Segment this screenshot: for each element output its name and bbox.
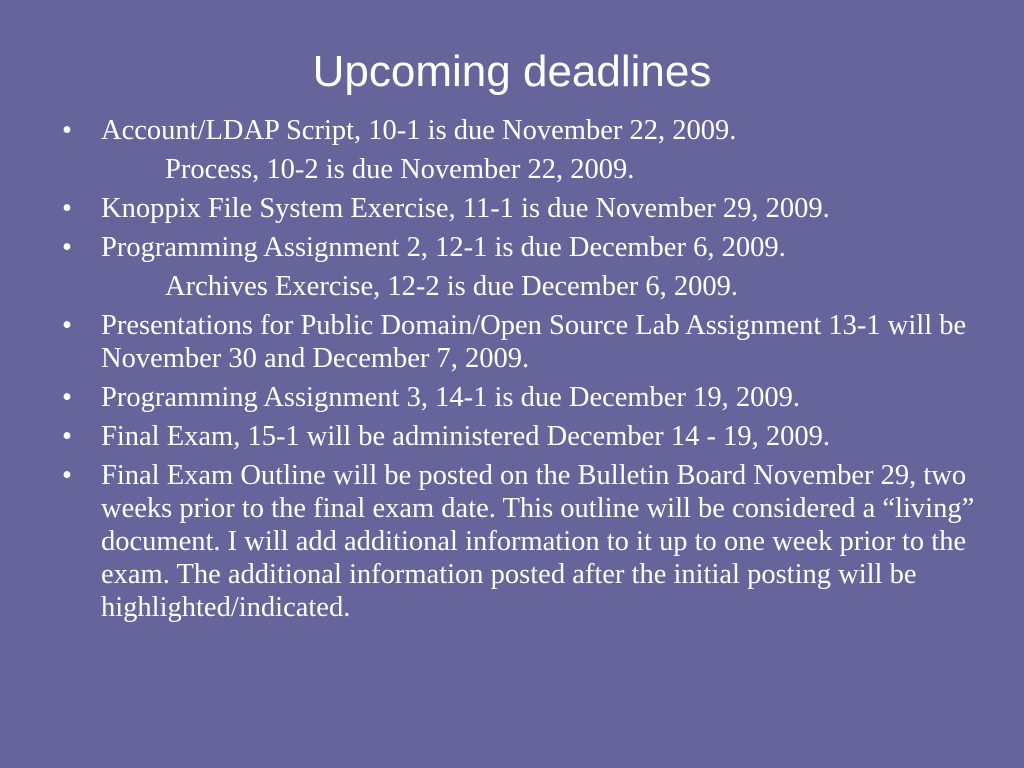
bullet-icon: •: [62, 460, 72, 491]
list-item-knoppix: [0, 192, 1024, 225]
sub-item-process: Process, 10-2 is due November 22, 2009.: [165, 154, 635, 185]
list-item-text: Programming Assignment 3, 14-1 is due December 19, 2009.: [101, 382, 800, 413]
bullet-icon: •: [62, 115, 72, 146]
slide-title: Upcoming deadlines: [312, 47, 712, 96]
list-item-final-exam-outline: [0, 459, 1024, 624]
bullet-icon: •: [62, 193, 72, 224]
deadline-list: [0, 114, 1024, 630]
bullet-icon: •: [62, 310, 72, 341]
list-item-programming-3: [0, 381, 1024, 414]
bullet-icon: •: [62, 232, 72, 263]
bullet-icon: •: [62, 421, 72, 452]
list-item-text: Programming Assignment 2, 12-1 is due December 6, 2009.: [101, 232, 786, 263]
list-item-programming-2: [0, 231, 1024, 264]
bullet-icon: •: [62, 382, 72, 413]
list-item-text: Knoppix File System Exercise, 11-1 is due November 29, 2009.: [101, 193, 830, 224]
list-item-text: Final Exam Outline will be posted on the Bulletin Board November 29, two weeks prior to the final exam date. This outline will be considered a “living” document. I will add additional information to it up to one week prior to the exam. The additional information posted after the initial posting will be highlighted/indicated.: [101, 460, 975, 623]
sub-item-archives: Archives Exercise, 12-2 is due December 6, 2009.: [165, 271, 738, 302]
list-item-text: Account/LDAP Script, 10-1 is due November 22, 2009.: [101, 115, 737, 146]
list-item-text: Final Exam, 15-1 will be administered December 14 - 19, 2009.: [101, 421, 830, 452]
list-item-text: Presentations for Public Domain/Open Source Lab Assignment 13-1 will be November 30 and December 7, 2009.: [101, 310, 967, 374]
list-item-account-ldap: [0, 114, 1024, 147]
list-item-presentations: [0, 309, 1024, 375]
list-item-final-exam: [0, 420, 1024, 453]
